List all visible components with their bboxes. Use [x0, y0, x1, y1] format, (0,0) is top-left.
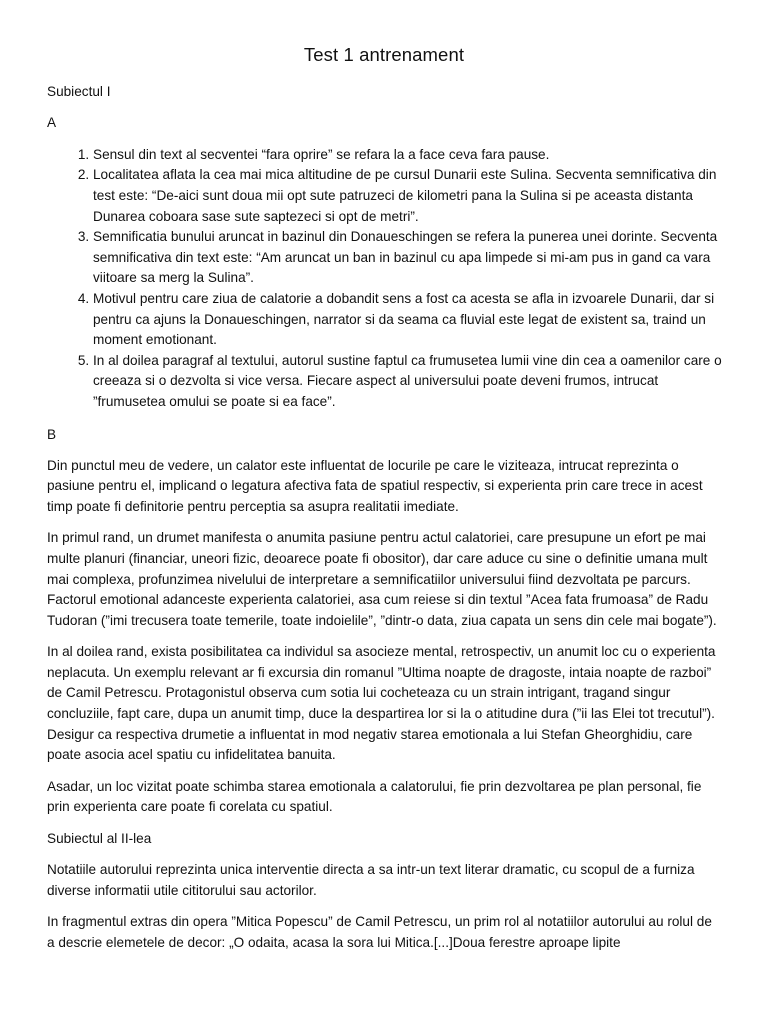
paragraph: Asadar, un loc vizitat poate schimba starea emotionala a calatorului, fie prin dezvoltarea pe plan personal, fie prin experienta care poate fi corelata cu spatiul.	[47, 778, 702, 815]
paragraph: Notatiile autorului reprezinta unica interventie directa a sa intr-un text literar dramatic, cu scopul de a furniza diverse informatii utile cititorului sau actorilor.	[47, 861, 695, 898]
paragraph: Din punctul meu de vedere, un calator este influentat de locurile pe care le viziteaza, intrucat reprezinta o pasiune pentru el, implicand o legatura afectiva fata de spatiul respectiv, si experienta prin care trece in acest timp poate fi definitorie pentru perceptia sa asupra realitatii imediate.	[47, 457, 703, 515]
document-title: Test 1 antrenament	[303, 44, 465, 65]
paragraph: In primul rand, un drumet manifesta o anumita pasiune pentru actul calatoriei, care presupune un efort pe mai multe planuri (financiar, uneori fizic, deoarece poate fi obositor), dar care aduce cu sine o definitie umana mult mai complexa, profunzimea nivelului de interpretare a semnificatiilor universului fiind dezvoltata pe parcurs. Factorul emotional adanceste experienta calatoriei, asa cum reiese si din textul ”Acea fata frumoasa” de Radu Tudoran (”imi trecusera toate temerile, toate indoielile”, ”dintr-o data, ziua capata un sens din cele mai bogate”).	[47, 530, 717, 628]
section-b-label: B	[47, 426, 57, 442]
section-a-label: A	[47, 115, 57, 131]
subject-2-heading: Subiectul al II-lea	[47, 830, 152, 846]
list-item: 3. Semnificatia bunului aruncat in bazinul din Donaueschingen se refera la punerea unei dorinte. Secventa semnificativa din text este: “Am aruncat un ban in bazinul cu apa limpede si mi-am pus in gand ca vara viitoare sa merg la Sulina”.	[93, 227, 723, 289]
list-item: 2. Localitatea aflata la cea mai mica altitudine de pe cursul Dunarii este Sulina. Secventa semnificativa din test este: “De-aici sunt doua mii opt sute patruzeci de kilometri pana la Sulina si pe aceasta distanta Dunarea coboara sase sute saptezeci si opt de metri”.	[93, 165, 723, 227]
paragraph: In al doilea rand, exista posibilitatea ca individul sa asocieze mental, retrospectiv, un anumit loc cu o experienta neplacuta. Un exemplu relevant ar fi excursia din romanul ”Ultima noapte de dragoste, intaia noapte de razboi” de Camil Petrescu. Protagonistul observa cum sotia lui cocheteaza cu un strain intrigant, tragand singur concluziile, fapt care, dupa un anumit timp, duce la despartirea lor si la o atitudine dura (”ii las Elei tot trecutul”). Desigur ca respectiva drumetie a influentat in mod negativ starea emotionala a lui Stefan Gheorghidiu, care poate asocia acel spatiu cu infidelitatea banuita.	[47, 644, 716, 763]
subject-1-heading: Subiectul I	[47, 84, 111, 99]
section-a-list	[47, 145, 723, 413]
document-body	[47, 82, 723, 964]
list-item: 1. Sensul din text al secventei “fara oprire” se refara la a face ceva fara pause.	[93, 145, 723, 166]
list-item: 4. Motivul pentru care ziua de calatorie a dobandit sens a fost ca acesta se afla in izvoarele Dunarii, dar si pentru ca ajuns la Donaueschingen, narrator si da seama ca fluvial este legat de existent sa, traind un moment emotionant.	[93, 289, 723, 351]
list-item: 5. In al doilea paragraf al textului, autorul sustine faptul ca frumusetea lumii vine din cea a oamenilor care o creeaza si o dezvolta si vice versa. Fiecare aspect al universului poate deveni frumos, intrucat ”frumusetea omului se poate si ea face”.	[93, 351, 723, 413]
paragraph: In fragmentul extras din opera ”Mitica Popescu” de Camil Petrescu, un prim rol al notatiilor autorului au rolul de a descrie elemetele de decor: „O odaita, acasa la sora lui Mitica.[...]Doua ferestre aproape lipite	[47, 913, 712, 950]
